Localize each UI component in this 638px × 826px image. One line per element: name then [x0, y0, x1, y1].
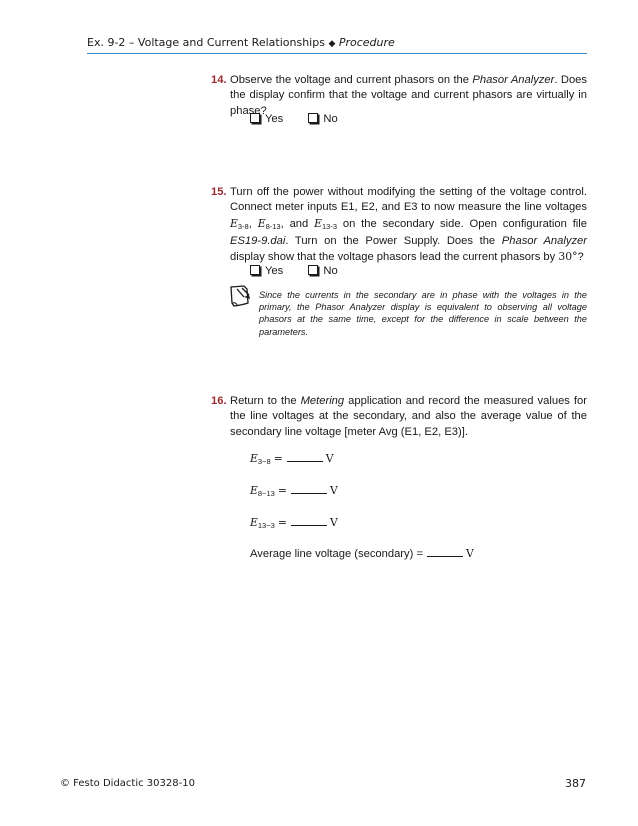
answer-blank[interactable] [291, 515, 327, 526]
header-section: Procedure [338, 36, 395, 49]
step-number: 15. [211, 186, 227, 198]
step-14-choices [250, 113, 360, 125]
checkbox-icon[interactable] [308, 113, 318, 123]
step-number: 14. [211, 74, 227, 86]
yes-option[interactable] [250, 265, 283, 277]
footer-copyright: © Festo Didactic 30328-10 [60, 778, 195, 789]
step-14 [211, 73, 587, 119]
note-pencil-icon [228, 283, 252, 309]
answer-e3-8: $E_{3-8} = V$ [250, 452, 334, 466]
page-number: 387 [565, 777, 586, 790]
step-text: Observe the voltage and current phasors on the Phasor Analyzer. Does the display confirm that the voltage and current phasors are virtually in phase? [230, 74, 588, 117]
header-separator-icon: ◆ [328, 39, 336, 49]
step-text: Turn off the power without modifying the setting of the voltage control. Connect meter inputs E1, E2, and E3 to now measure the line voltages $E_{3-8}$, $E_{8-13}$, and $E_{13-3}$ on the secondary side. Open configuration file ES19-9.dai. Turn on the Power Supply. Does the Phasor Analyzer display show that the voltage phasors lead the current phasors by 30°? [230, 186, 587, 264]
answer-e8-13: $E_{8-13} = V$ [250, 484, 338, 498]
answer-average: Average line voltage (secondary) = V [250, 547, 474, 560]
no-label: No [323, 113, 338, 125]
answer-blank[interactable] [291, 483, 327, 494]
no-label: No [323, 265, 338, 277]
step-15-choices [250, 265, 360, 277]
answer-blank[interactable] [287, 451, 323, 462]
step-15 [211, 185, 587, 265]
header-rule [87, 53, 587, 54]
yes-label: Yes [265, 265, 284, 277]
answer-e13-3: $E_{13-3} = V$ [250, 516, 338, 530]
answer-blank[interactable] [427, 546, 463, 557]
yes-label: Yes [265, 113, 284, 125]
note-text: Since the currents in the secondary are in phase with the voltages in the primary, the Phasor Analyzer display is equivalent to observing all voltage phasors at the same time, except for the difference in scale between the parameters. [259, 290, 587, 337]
checkbox-icon[interactable] [308, 265, 318, 275]
step-16 [211, 394, 587, 440]
header-title: Ex. 9-2 – Voltage and Current Relationships [87, 36, 325, 49]
checkbox-icon[interactable] [250, 265, 260, 275]
step-text: Return to the Metering application and record the measured values for the line voltages at the secondary, and also the average value of the secondary line voltage [meter Avg (E1, E2, E3)]. [230, 395, 587, 438]
no-option[interactable] [308, 113, 337, 125]
yes-option[interactable] [250, 113, 283, 125]
checkbox-icon[interactable] [250, 113, 260, 123]
step-number: 16. [211, 395, 227, 407]
no-option[interactable] [308, 265, 337, 277]
